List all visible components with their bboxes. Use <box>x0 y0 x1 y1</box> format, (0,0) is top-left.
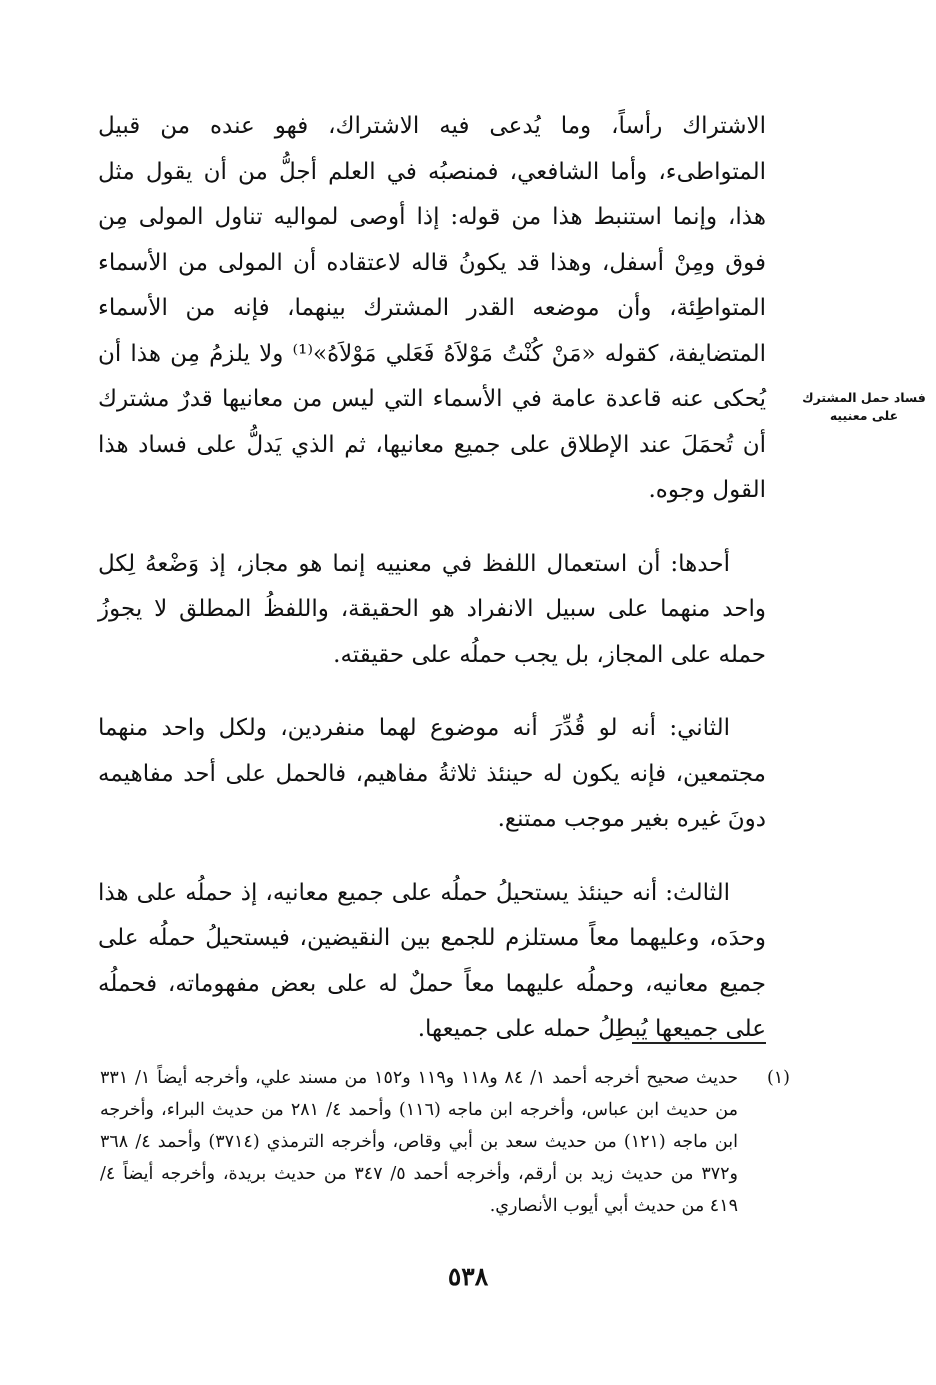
paragraph-1: الاشتراك رأساً، وما يُدعى فيه الاشتراك، فهو عنده من قبيل المتواطىء، وأما الشافعي، فمنصبُه في العلم أجلُّ من أن يقول مثل هذا، وإنما استنبط هذا من قوله: إذا أوصى لمواليه تناول المولى مِن فوق ومِنْ أسفل، وهذا قد يكونُ قاله لاعتقاده أن المولى من الأسماء المتواطِئة، وأن موضعه القدر المشترك بينهما، فإنه من الأسماء المتضايفة، كقوله «مَنْ كُنْتُ مَوْلاَهُ فَعَلي مَوْلاَهُ»⁽¹⁾ ولا يلزمُ مِن هذا أن يُحكى عنه قاعدة عامة في الأسماء التي ليس من معانيها قدرٌ مشترك أن تُحمَلَ عند الإطلاق على جميع معانيها، ثم الذي يَدلُّ على فساد هذا القول وجوه. <box>98 113 767 503</box>
paragraph-2: أحدها: أن استعمال اللفظ في معنييه إنما هو مجاز، إذ وَضْعهُ لِكل واحد منهما على سبيل الانفراد هو الحقيقة، واللفظُ المطلق لا يجوزُ حمله على المجاز، بل يجب حملُه على حقيقته. <box>98 550 766 668</box>
footnote <box>100 1062 790 1222</box>
main-text <box>98 104 766 1053</box>
footnote-text: حديث صحيح أخرجه أحمد ١/ ٨٤ و١١٨ و١١٩ و١٥٢ من مسند علي، وأخرجه أيضاً ١/ ٣٣١ من حديث ابن عباس، وأخرجه ابن ماجه (١١٦) وأحمد ٤/ ٢٨١ من حديث البراء، وأخرجه ابن ماجه (١٢١) من حديث سعد بن أبي وقاص، وأخرجه الترمذي (٣٧١٤) وأحمد ٤/ ٣٦٨ و٣٧٢ من حديث زيد بن أرقم، وأخرجه أحمد ٥/ ٣٤٧ من حديث بريدة، وأخرجه أيضاً ٤/ ٤١٩ من حديث أبي أيوب الأنصاري. <box>100 1068 739 1216</box>
paragraph-gap <box>98 514 766 542</box>
footnote-number: (١) <box>766 1068 790 1088</box>
footnote-separator <box>632 1042 766 1044</box>
margin-heading: فساد حمل المشترك على معنييه <box>802 390 926 423</box>
paragraph-gap <box>98 678 766 706</box>
paragraph-gap <box>98 843 766 871</box>
paragraph-3: الثاني: أنه لو قُدِّرَ أنه موضوع لهما منفردين، ولكل واحد منهما مجتمعين، فإنه يكون له حينئذ ثلاثةُ مفاهيم، فالحمل على أحد مفاهيمه دونَ غيره بغير موجب ممتنع. <box>98 715 766 832</box>
footnotes <box>100 1062 790 1222</box>
page-number: ٥٣٨ <box>447 1262 489 1291</box>
paragraph-4: الثالث: أنه حينئذ يستحيلُ حملُه على جميع معانيه، إذ حملُه على هذا وحدَه، وعليهما معاً مستلزم للجمع بين النقيضين، فيستحيلُ حملُه على جميع معانيه، وحملُه عليهما معاً حملٌ له على بعض مفهوماته، فحملُه على جميعها يُبطِلُ حمله على جميعها. <box>98 879 766 1042</box>
